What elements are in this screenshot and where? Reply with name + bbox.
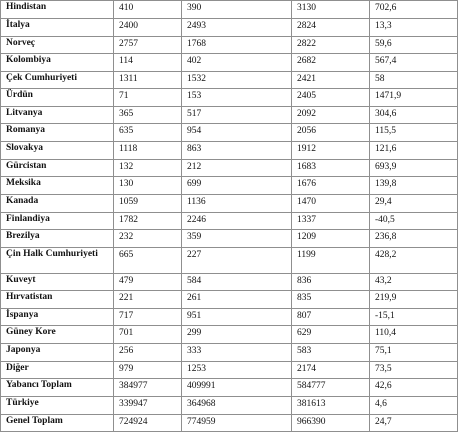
value-cell-col2: 863 (182, 142, 292, 160)
country-cell: Brezilya (1, 230, 114, 248)
value-cell-col4: 110,4 (370, 326, 458, 344)
table-row (1, 213, 458, 230)
table-row (1, 1, 458, 19)
country-cell: Kolombiya (1, 54, 114, 72)
table-row (1, 309, 458, 326)
value-cell-col3: 1209 (292, 230, 370, 248)
value-cell-col3: 2421 (292, 72, 370, 89)
value-cell-col1: 1059 (114, 195, 182, 213)
table-row (1, 195, 458, 213)
table-row (1, 124, 458, 142)
table-row (1, 362, 458, 379)
value-cell-col1: 384977 (114, 379, 182, 397)
value-cell-col4: 702,6 (370, 1, 458, 19)
country-cell: Kuveyt (1, 274, 114, 291)
table-row (1, 326, 458, 344)
value-cell-col1: 256 (114, 344, 182, 362)
value-cell-col1: 479 (114, 274, 182, 291)
country-cell: Çin Halk Cumhuriyeti (1, 248, 114, 274)
country-cell: Meksika (1, 177, 114, 195)
table-row (1, 397, 458, 415)
value-cell-col4: 693,9 (370, 160, 458, 177)
country-cell: Türkiye (1, 397, 114, 415)
value-cell-col1: 635 (114, 124, 182, 142)
value-cell-col3: 2824 (292, 19, 370, 37)
country-cell: Slovakya (1, 142, 114, 160)
value-cell-col3: 1912 (292, 142, 370, 160)
country-cell: Kanada (1, 195, 114, 213)
table-row (1, 248, 458, 274)
value-cell-col4: 42,6 (370, 379, 458, 397)
value-cell-col3: 2174 (292, 362, 370, 379)
value-cell-col4: 304,6 (370, 107, 458, 124)
value-cell-col4: 4,6 (370, 397, 458, 415)
value-cell-col2: 1532 (182, 72, 292, 89)
value-cell-col4: 58 (370, 72, 458, 89)
table-row (1, 274, 458, 291)
value-cell-col2: 402 (182, 54, 292, 72)
value-cell-col3: 2682 (292, 54, 370, 72)
value-cell-col3: 2092 (292, 107, 370, 124)
table-row (1, 230, 458, 248)
value-cell-col4: 59,6 (370, 37, 458, 54)
value-cell-col1: 132 (114, 160, 182, 177)
country-cell: İspanya (1, 309, 114, 326)
country-cell: Norveç (1, 37, 114, 54)
country-cell: Litvanya (1, 107, 114, 124)
value-cell-col4: -40,5 (370, 213, 458, 230)
value-cell-col2: 954 (182, 124, 292, 142)
table-row (1, 160, 458, 177)
value-cell-col1: 1311 (114, 72, 182, 89)
value-cell-col4: 13,3 (370, 19, 458, 37)
value-cell-col3: 807 (292, 309, 370, 326)
table-row (1, 142, 458, 160)
value-cell-col2: 1253 (182, 362, 292, 379)
country-cell: Hindistan (1, 1, 114, 19)
value-cell-col3: 381613 (292, 397, 370, 415)
value-cell-col4: 73,5 (370, 362, 458, 379)
value-cell-col4: 139,8 (370, 177, 458, 195)
value-cell-col2: 1136 (182, 195, 292, 213)
country-cell: Yabancı Toplam (1, 379, 114, 397)
table-row (1, 415, 458, 432)
value-cell-col3: 966390 (292, 415, 370, 432)
country-cell: Finlandiya (1, 213, 114, 230)
table-row (1, 291, 458, 309)
country-cell: Çek Cumhuriyeti (1, 72, 114, 89)
value-cell-col3: 835 (292, 291, 370, 309)
value-cell-col2: 299 (182, 326, 292, 344)
value-cell-col2: 584 (182, 274, 292, 291)
country-cell: Gürcistan (1, 160, 114, 177)
value-cell-col3: 1470 (292, 195, 370, 213)
value-cell-col2: 1768 (182, 37, 292, 54)
value-cell-col3: 1683 (292, 160, 370, 177)
value-cell-col3: 2822 (292, 37, 370, 54)
value-cell-col3: 583 (292, 344, 370, 362)
value-cell-col4: 29,4 (370, 195, 458, 213)
value-cell-col4: 428,2 (370, 248, 458, 274)
table-row (1, 89, 458, 107)
value-cell-col1: 724924 (114, 415, 182, 432)
country-cell: Genel Toplam (1, 415, 114, 432)
value-cell-col1: 701 (114, 326, 182, 344)
value-cell-col3: 836 (292, 274, 370, 291)
value-cell-col3: 2056 (292, 124, 370, 142)
country-cell: Japonya (1, 344, 114, 362)
value-cell-col2: 359 (182, 230, 292, 248)
value-cell-col4: 115,5 (370, 124, 458, 142)
value-cell-col1: 717 (114, 309, 182, 326)
value-cell-col1: 979 (114, 362, 182, 379)
value-cell-col1: 1118 (114, 142, 182, 160)
value-cell-col4: 567,4 (370, 54, 458, 72)
table-row (1, 54, 458, 72)
value-cell-col4: 121,6 (370, 142, 458, 160)
table-row (1, 19, 458, 37)
value-cell-col2: 261 (182, 291, 292, 309)
value-cell-col2: 951 (182, 309, 292, 326)
value-cell-col1: 339947 (114, 397, 182, 415)
country-cell: Hırvatistan (1, 291, 114, 309)
value-cell-col4: 75,1 (370, 344, 458, 362)
table-body (1, 1, 458, 432)
value-cell-col3: 1199 (292, 248, 370, 274)
table-row (1, 72, 458, 89)
value-cell-col3: 1337 (292, 213, 370, 230)
table-row (1, 344, 458, 362)
value-cell-col1: 410 (114, 1, 182, 19)
value-cell-col4: -15,1 (370, 309, 458, 326)
country-cell: Diğer (1, 362, 114, 379)
value-cell-col3: 2405 (292, 89, 370, 107)
value-cell-col2: 2246 (182, 213, 292, 230)
value-cell-col2: 517 (182, 107, 292, 124)
table-row (1, 37, 458, 54)
value-cell-col1: 2757 (114, 37, 182, 54)
table-row (1, 177, 458, 195)
value-cell-col3: 3130 (292, 1, 370, 19)
value-cell-col2: 153 (182, 89, 292, 107)
country-cell: İtalya (1, 19, 114, 37)
value-cell-col1: 1782 (114, 213, 182, 230)
value-cell-col2: 699 (182, 177, 292, 195)
value-cell-col1: 2400 (114, 19, 182, 37)
value-cell-col1: 221 (114, 291, 182, 309)
country-cell: Güney Kore (1, 326, 114, 344)
value-cell-col2: 2493 (182, 19, 292, 37)
country-cell: Ürdün (1, 89, 114, 107)
value-cell-col4: 219,9 (370, 291, 458, 309)
value-cell-col2: 333 (182, 344, 292, 362)
value-cell-col2: 390 (182, 1, 292, 19)
value-cell-col3: 584777 (292, 379, 370, 397)
value-cell-col3: 1676 (292, 177, 370, 195)
value-cell-col1: 232 (114, 230, 182, 248)
value-cell-col2: 409991 (182, 379, 292, 397)
value-cell-col2: 774959 (182, 415, 292, 432)
value-cell-col2: 364968 (182, 397, 292, 415)
value-cell-col4: 236,8 (370, 230, 458, 248)
value-cell-col1: 665 (114, 248, 182, 274)
value-cell-col2: 227 (182, 248, 292, 274)
value-cell-col1: 71 (114, 89, 182, 107)
value-cell-col1: 114 (114, 54, 182, 72)
value-cell-col2: 212 (182, 160, 292, 177)
value-cell-col1: 130 (114, 177, 182, 195)
value-cell-col4: 24,7 (370, 415, 458, 432)
country-cell: Romanya (1, 124, 114, 142)
value-cell-col4: 43,2 (370, 274, 458, 291)
value-cell-col4: 1471,9 (370, 89, 458, 107)
value-cell-col3: 629 (292, 326, 370, 344)
table-row (1, 379, 458, 397)
value-cell-col1: 365 (114, 107, 182, 124)
table-row (1, 107, 458, 124)
